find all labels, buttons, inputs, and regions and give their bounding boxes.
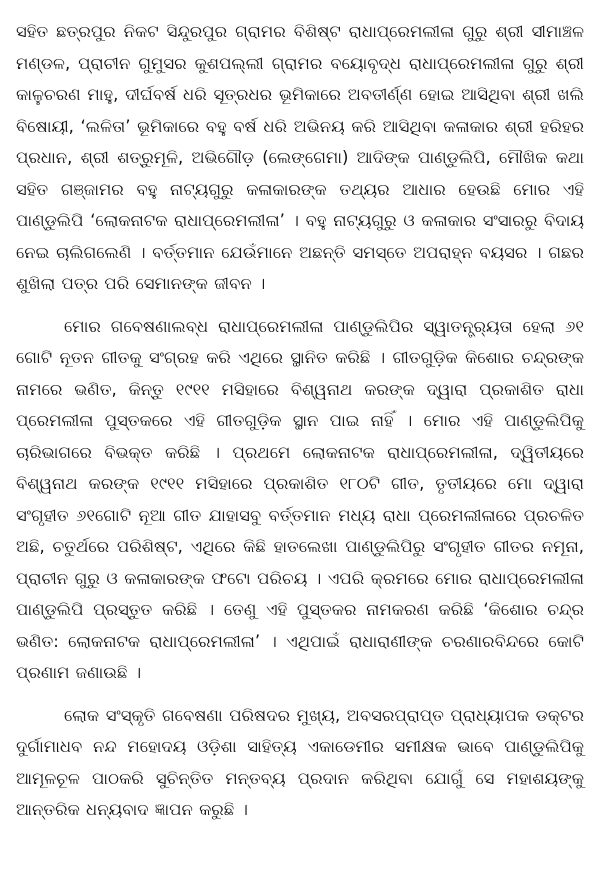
- paragraph-acknowledgement: ଲୋକ ସଂସ୍କୃତି ଗବେଷଣା ପରିଷଦର ମୁଖ୍ୟ, ଅବସରପ୍ରାପ୍ତ ପ୍ରାଧ୍ୟାପକ ଡକ୍ଟର ଦୁର୍ଗାମାଧବ ନନ୍ଦ ମହୋଦୟ ଓଡ଼ିଶା ସାହିତ୍ୟ ଏକାଡେମୀର ସମୀକ୍ଷକ ଭାବେ ପାଣ୍ଡୁଲିପିକୁ ଆମୂଳଚୂଳ ପାଠକରି ସୁଚିନ୍ତିତ ମନ୍ତବ୍ୟ ପ୍ରଦାନ କରିଥିବା ଯୋଗୁଁ ସେ ମହାଶୟଙ୍କୁ ଆନ୍ତରିକ ଧନ୍ୟବାଦ ଜ୍ଞାପନ କରୁଛି ।: [16, 705, 584, 819]
- paragraph-manuscript-features: ମୋର ଗବେଷଣାଲବ୍ଧ ରାଧାପ୍ରେମଲୀଳା ପାଣ୍ଡୁଲିପିର ସ୍ୱାତନ୍ତ୍ର୍ୟତା ହେଲା ୬୧ ଗୋଟି ନୂତନ ଗୀତକୁ ସଂଗ୍ରହ କରି ଏଥିରେ ସ୍ଥାନିତ କରିଛି । ଗୀତଗୁଡ଼ିକ କିଶୋର ଚନ୍ଦ୍ରଙ୍କ ନାମରେ ଭଣିତ, କିନ୍ତୁ ୧୯୧୧ ମସିହାରେ ବିଶ୍ୱନାଥ କରଙ୍କ ଦ୍ୱାରା ପ୍ରକାଶିତ ରାଧା ପ୍ରେମଲୀଳା ପୁସ୍ତକରେ ଏହି ଗୀତଗୁଡ଼ିକ ସ୍ଥାନ ପାଇ ନାହିଁ । ମୋର ଏହି ପାଣ୍ଡୁଲିପିକୁ ଚାରିଭାଗରେ ବିଭକ୍ତ କରିଛି । ପ୍ରଥମେ ଲୋକନାଟକ ରାଧାପ୍ରେମଲୀଳା, ଦ୍ୱିତୀୟରେ ବିଶ୍ୱନାଥ କରଙ୍କ ୧୯୧୧ ମସିହାରେ ପ୍ରକାଶିତ ୧୮୦ଟି ଗୀତ, ତୃତୀୟରେ ମୋ ଦ୍ୱାରା ସଂଗୃହୀତ ୬୧ଗୋଟି ନୂଆ ଗୀତ ଯାହାସବୁ ବର୍ତ୍ତମାନ ମଧ୍ୟ ରାଧା ପ୍ରେମଲୀଳାରେ ପ୍ରଚଳିତ ଅଛି, ଚତୁର୍ଥରେ ପରିଶିଷ୍ଟ, ଏଥିରେ କିଛି ହାତଲେଖା ପାଣ୍ଡୁଲିପିରୁ ସଂଗୃହୀତ ଗୀତର ନମୂନା, ପ୍ରାଚୀନ ଗୁରୁ ଓ କଳାକାରଙ୍କ ଫଟୋ ପରିଚୟ । ଏପରି କ୍ରମରେ ମୋର ରାଧାପ୍ରେମଲୀଳା ପାଣ୍ଡୁଲିପି ପ୍ରସ୍ତୁତ କରିଛି । ତେଣୁ ଏହି ପୁସ୍ତକର ନାମକରଣ କରିଛି ‘କିଶୋର ଚନ୍ଦ୍ର ଭଣିତ: ଲୋକନାଟକ ରାଧାପ୍ରେମଲୀଳା’ । ଏଥିପାଇଁ ରାଧାରାଣୀଙ୍କ ଚରଣାରବିନ୍ଦରେ କୋଟି ପ୍ରଣାମ ଜଣାଉଛି ।: [16, 316, 584, 682]
- paragraph-contributors: ସହିତ ଛତ୍ରପୁର ନିକଟ ସିନ୍ଦୁରପୁର ଗ୍ରାମର ବିଶିଷ୍ଟ ରାଧାପ୍ରେମଲୀଳା ଗୁରୁ ଶ୍ରୀ ସୀମାଞ୍ଚଳ ମଣ୍ଡଳ, ପ୍ରାଚୀନ ଗୁମୁସର କୁଶପଲ୍ଲୀ ଗ୍ରାମର ବୟୋବୃଦ୍ଧ ରାଧାପ୍ରେମଲୀଳା ଗୁରୁ ଶ୍ରୀ କାଳୁଚରଣ ମାହୁ, ଦୀର୍ଘବର୍ଷ ଧରି ସୂତ୍ରଧର ଭୂମିକାରେ ଅବତୀର୍ଣ୍ଣ ହୋଇ ଆସିଥିବା ଶ୍ରୀ ଖଲି ବିଷୋୟୀ, ‘ଲଳିତା’ ଭୂମିକାରେ ବହୁ ବର୍ଷ ଧରି ଅଭିନୟ କରି ଆସିଥିବା କଳାକାର ଶ୍ରୀ ହରିହର ପ୍ରଧାନ, ଶ୍ରୀ ଶତ୍ରୁମୂଳି, ଅଭିଗୌଡ଼ (ଲେଙ୍ଗେମା) ଆଦିଙ୍କ ପାଣ୍ଡୁଲିପି, ମୌଖିକ କଥା ସହିତ ଗଞ୍ଜାମର ବହୁ ନାଟ୍ୟଗୁରୁ କଳାକାରଙ୍କ ତଥ୍ୟର ଆଧାର ହେଉଛି ମୋର ଏହି ପାଣ୍ଡୁଲିପି ‘ଲୋକନାଟକ ରାଧାପ୍ରେମଲୀଳା’ । ବହୁ ନାଟ୍ୟଗୁରୁ ଓ କଳାକାର ସଂସାରରୁ ବିଦାୟ ନେଇ ଚାଲିଗଲେଣି । ବର୍ତ୍ତମାନ ଯେଉଁମାନେ ଅଛନ୍ତି ସମସ୍ତେ ଅପରାହ୍ନ ବୟସର । ଗଛର ଶୁଖିଲା ପତ୍ର ପରି ସେମାନଙ୍କ ଜୀବନ ।: [16, 22, 584, 293]
